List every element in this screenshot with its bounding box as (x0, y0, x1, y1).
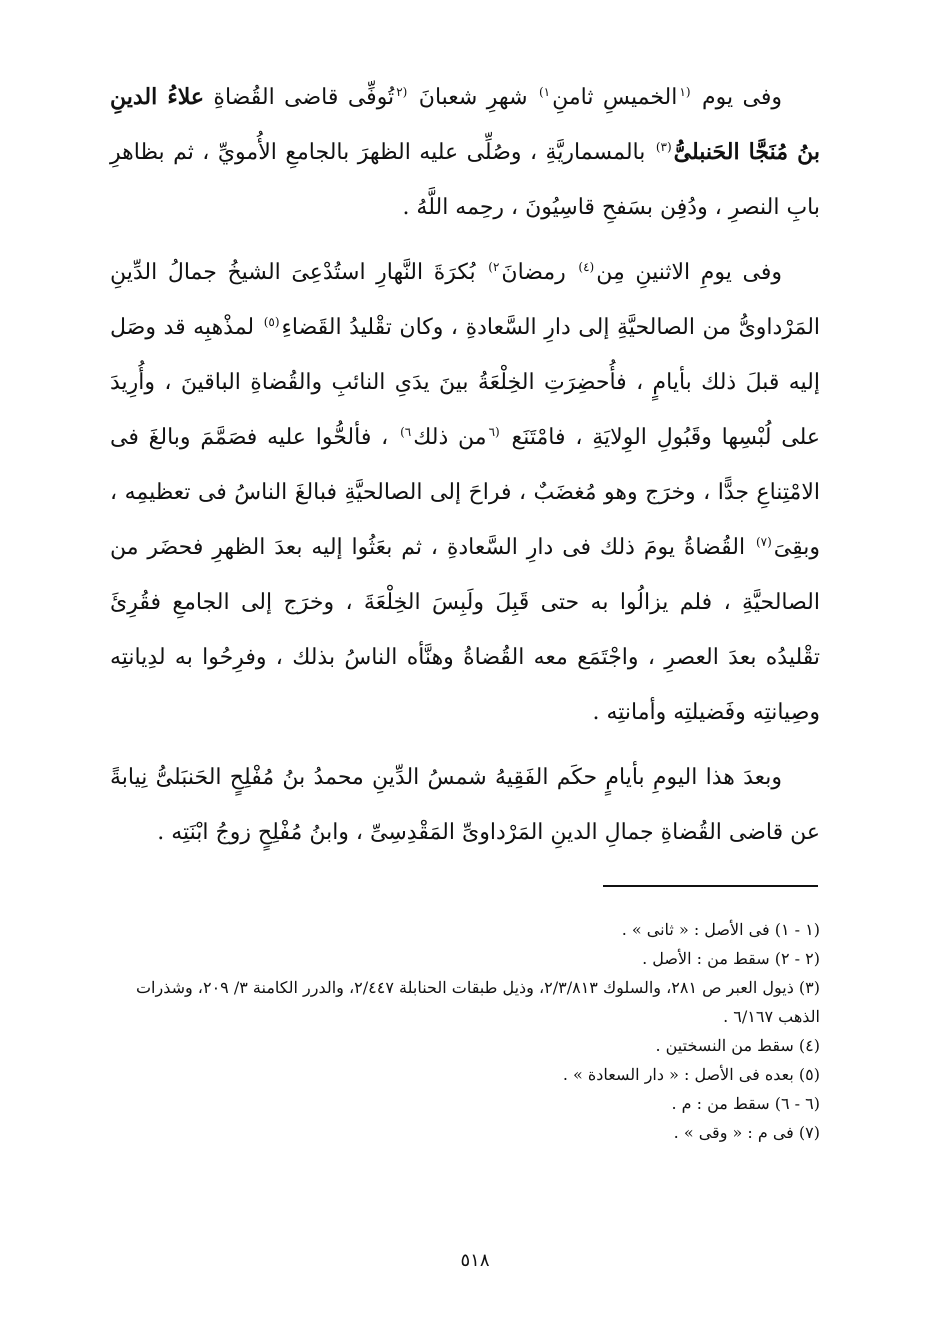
paragraph (110, 245, 820, 740)
footnote-marker: (٢ (396, 84, 408, 99)
text-segment: القُضاةُ يومَ ذلك فى دارِ السَّعادةِ ، ثم بعَثُوا إليه بعدَ الظهرِ فحضَر من الصالحيَّةِ ، فلم يزالُوا به حتى قَبِلَ ولَبِسَ الخِلْعَةَ ، وخرَج إلى الجامعِ فقُرِئَ تقْليدُه بعدَ العصرِ ، واجْتَمَع معه القُضاةُ وهنَّأه الناسُ بذلك ، وفرِحُوا به لدِيانتِه وصِيانتِه وفَضيلتِه وأمانتِه . (110, 535, 820, 725)
footnote: (١ - ١) فى الأصل : « ثانى » . (621, 920, 820, 939)
footnote-marker: (١ (679, 84, 691, 99)
text-segment: بالمسماريَّةِ ، وصُلِّى عليه الظهرَ بالجامعِ الأُمويِّ ، ثم بظاهرِ بابِ النصرِ ، ودُفِن بسَفحِ قاسِيُونَ ، رحِمه اللَّهُ . (110, 140, 820, 220)
text-segment: الخميسِ ثامنِ (552, 85, 678, 110)
footnotes (100, 915, 820, 1147)
text-segment: لمذْهبِه قد وصَل إليه قبلَ ذلك بأيامٍ ، فأُحضِرَتِ الخِلْعَةُ بينَ يدَىِ النائبِ والقُضاةِ الباقينَ ، وأُرِيدَ على لُبْسِها وقَبُولِ الوِلايَةِ ، فامْتَنَع (110, 315, 820, 450)
text-segment: وبعدَ هذا اليومِ بأيامٍ حكَم الفَقِيهُ شمسُ الدِّينِ محمدُ بنُ مُفْلِحٍ الحَنبَلىُّ نِيابةً عن قاضى القُضاةِ جمالِ الدينِ المَرْداوىِّ المَقْدِسِىِّ ، وابنُ مُفْلِحٍ زوجُ ابْنَتِه . (110, 765, 820, 845)
footnote-marker: ٦) (400, 424, 412, 439)
page-number: ٥١٨ (460, 1250, 490, 1271)
footnote-marker: (٥) (263, 314, 280, 329)
text-segment: بُكرَةَ النَّهارِ استُدْعِىَ الشيخُ جمالُ الدِّينِ المَرْداوىُّ من الصالحيَّةِ إلى دارِ السَّعادةِ ، وكان تقْليدُ القَضاءِ (110, 260, 821, 340)
main-text (110, 70, 820, 870)
footnote-marker: (٤) (578, 259, 595, 274)
footnote: (٤) سقط من النسختين . (655, 1036, 820, 1055)
bold-name: علاءُ الدينِ بنُ مُنَجَّا الحَنبلىُّ (110, 84, 820, 165)
footnote-marker: ٢) (488, 259, 500, 274)
footnote-marker: ١) (538, 84, 551, 99)
footnote: (٣) ذيول العبر ص ٢٨١، والسلوك ٢/٣/٨١٣، وذيل طبقات الحنابلة ٢/٤٤٧، والدرر الكامنة ٣/ ٢٠٩، وشذرات الذهب ٦/١٦٧ . (135, 978, 820, 1026)
footnote: (٢ - ٢) سقط من : الأصل . (642, 949, 820, 968)
footnote: (٧) فى م : « وقى » . (673, 1123, 820, 1142)
footnote-separator (603, 885, 818, 887)
footnote-marker: (٧) (755, 534, 772, 549)
paragraph (110, 70, 820, 235)
text-segment: من ذلك (413, 425, 487, 450)
text-segment: ، فألحُّوا عليه فصَمَّمَ وبالغَ فى الامْتِناعِ جدًّا ، وخرَج وهو مُغضَبٌ ، فراحَ إلى الصالحيَّةِ فبالغَ الناسُ فى تعظيمِه ، وبقِىَ (110, 425, 820, 560)
text-segment: وفى يومِ الاثنينِ مِن (596, 260, 782, 285)
text-segment: شهرِ شعبانَ (409, 85, 537, 110)
footnote: (٥) بعده فى الأصل : « دار السعادة » . (562, 1065, 820, 1084)
paragraph (110, 750, 820, 860)
text-segment: تُوفِّى قاضى القُضاةِ (203, 85, 395, 110)
footnote-marker: (٣) (655, 139, 672, 154)
footnote-marker: (٦ (488, 424, 500, 439)
text-segment: رمضانَ (501, 260, 577, 285)
text-segment: وفى يوم (692, 85, 783, 110)
footnote: (٦ - ٦) سقط من : م . (671, 1094, 820, 1113)
